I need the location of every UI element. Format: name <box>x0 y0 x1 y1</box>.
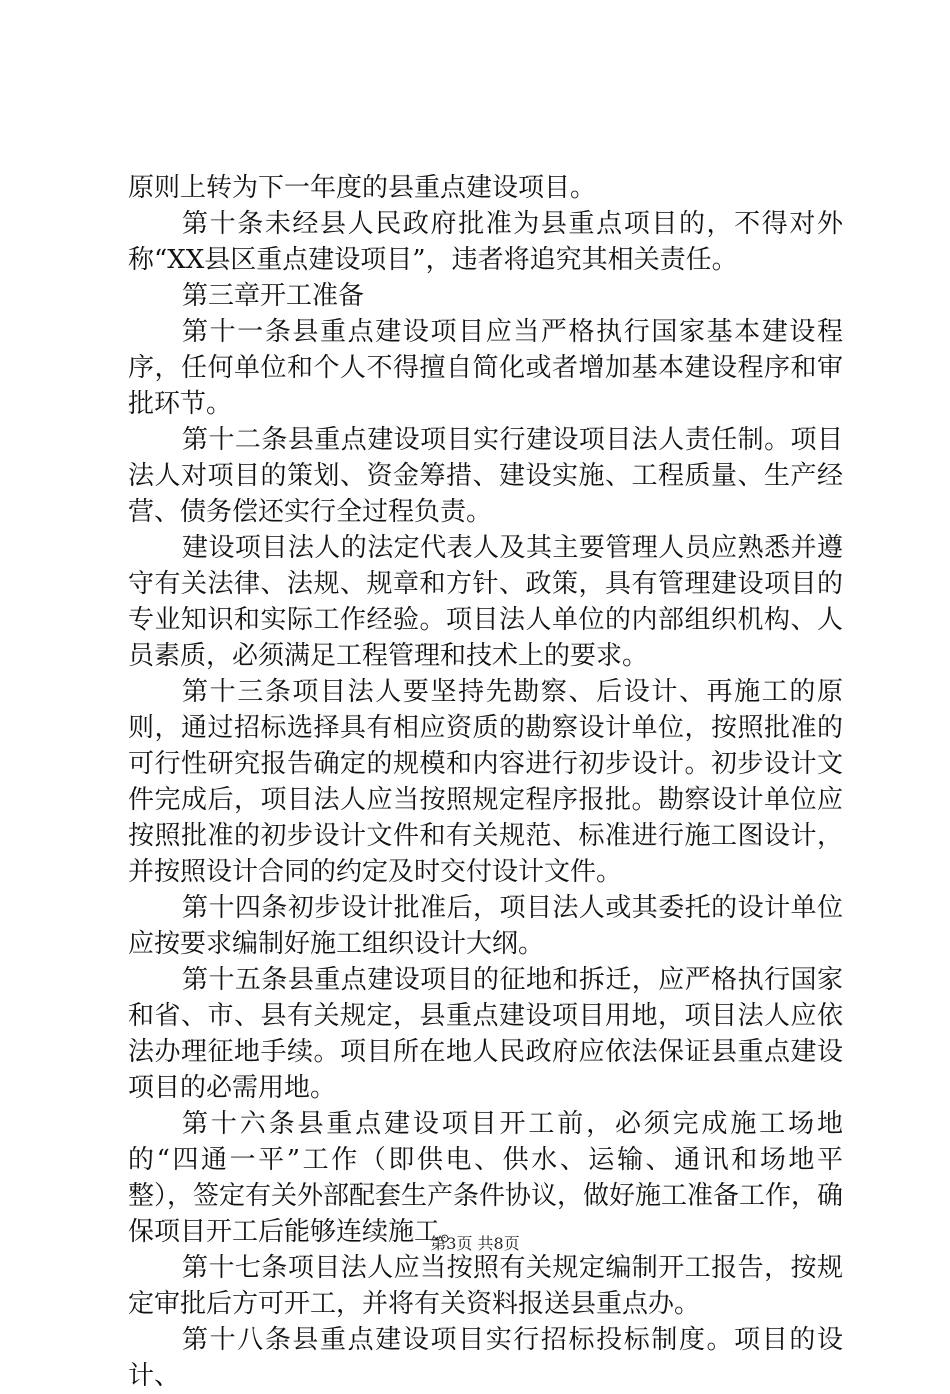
paragraph-article-14: 第十四条初步设计批准后，项目法人或其委托的设计单位应按要求编制好施工组织设计大纲。 <box>128 893 843 959</box>
paragraph-legal-representative: 建设项目法人的法定代表人及其主要管理人员应熟悉并遵守有关法律、法规、规章和方针、政策，具有管理建设项目的专业知识和实际工作经验。项目法人单位的内部组织机构、人员素质，必须满足工程管理和技术上的要求。 <box>128 533 843 671</box>
paragraph-article-15: 第十五条县重点建设项目的征地和拆迁，应严格执行国家和省、市、县有关规定，县重点建设项目用地，项目法人应依法办理征地手续。项目所在地人民政府应依法保证县重点建设项目的必需用地。 <box>128 965 843 1103</box>
document-body <box>128 170 843 1394</box>
paragraph-article-16: 第十六条县重点建设项目开工前，必须完成施工场地的“四通一平”工作（即供电、供水、运输、通讯和场地平整），签定有关外部配套生产条件协议，做好施工准备工作，确保项目开工后能够连续施工。 <box>128 1109 844 1247</box>
page-number: 第3页 共8页 <box>430 1234 520 1253</box>
paragraph-article-12: 第十二条县重点建设项目实行建设项目法人责任制。项目法人对项目的策划、资金筹措、建设实施、工程质量、生产经营、债务偿还实行全过程负责。 <box>128 425 843 527</box>
paragraph-continuation: 原则上转为下一年度的县重点建设项目。 <box>128 173 597 203</box>
paragraph-article-11: 第十一条县重点建设项目应当严格执行国家基本建设程序，任何单位和个人不得擅自简化或者增加基本建设程序和审批环节。 <box>128 317 843 419</box>
page-footer <box>0 1233 950 1255</box>
chapter-heading: 第三章开工准备 <box>182 281 365 311</box>
paragraph-article-13: 第十三条项目法人要坚持先勘察、后设计、再施工的原则，通过招标选择具有相应资质的勘察设计单位，按照批准的可行性研究报告确定的规模和内容进行初步设计。初步设计文件完成后，项目法人应当按照规定程序报批。勘察设计单位应按照批准的初步设计文件和有关规范、标准进行施工图设计，并按照设计合同的约定及时交付设计文件。 <box>128 677 843 887</box>
paragraph-article-18: 第十八条县重点建设项目实行招标投标制度。项目的设计、 <box>128 1325 843 1391</box>
paragraph-article-10: 第十条未经县人民政府批准为县重点项目的，不得对外称“XX县区重点建设项目”，违者将追究其相关责任。 <box>128 209 843 275</box>
paragraph-article-17: 第十七条项目法人应当按照有关规定编制开工报告，按规定审批后方可开工，并将有关资料报送县重点办。 <box>128 1253 843 1319</box>
